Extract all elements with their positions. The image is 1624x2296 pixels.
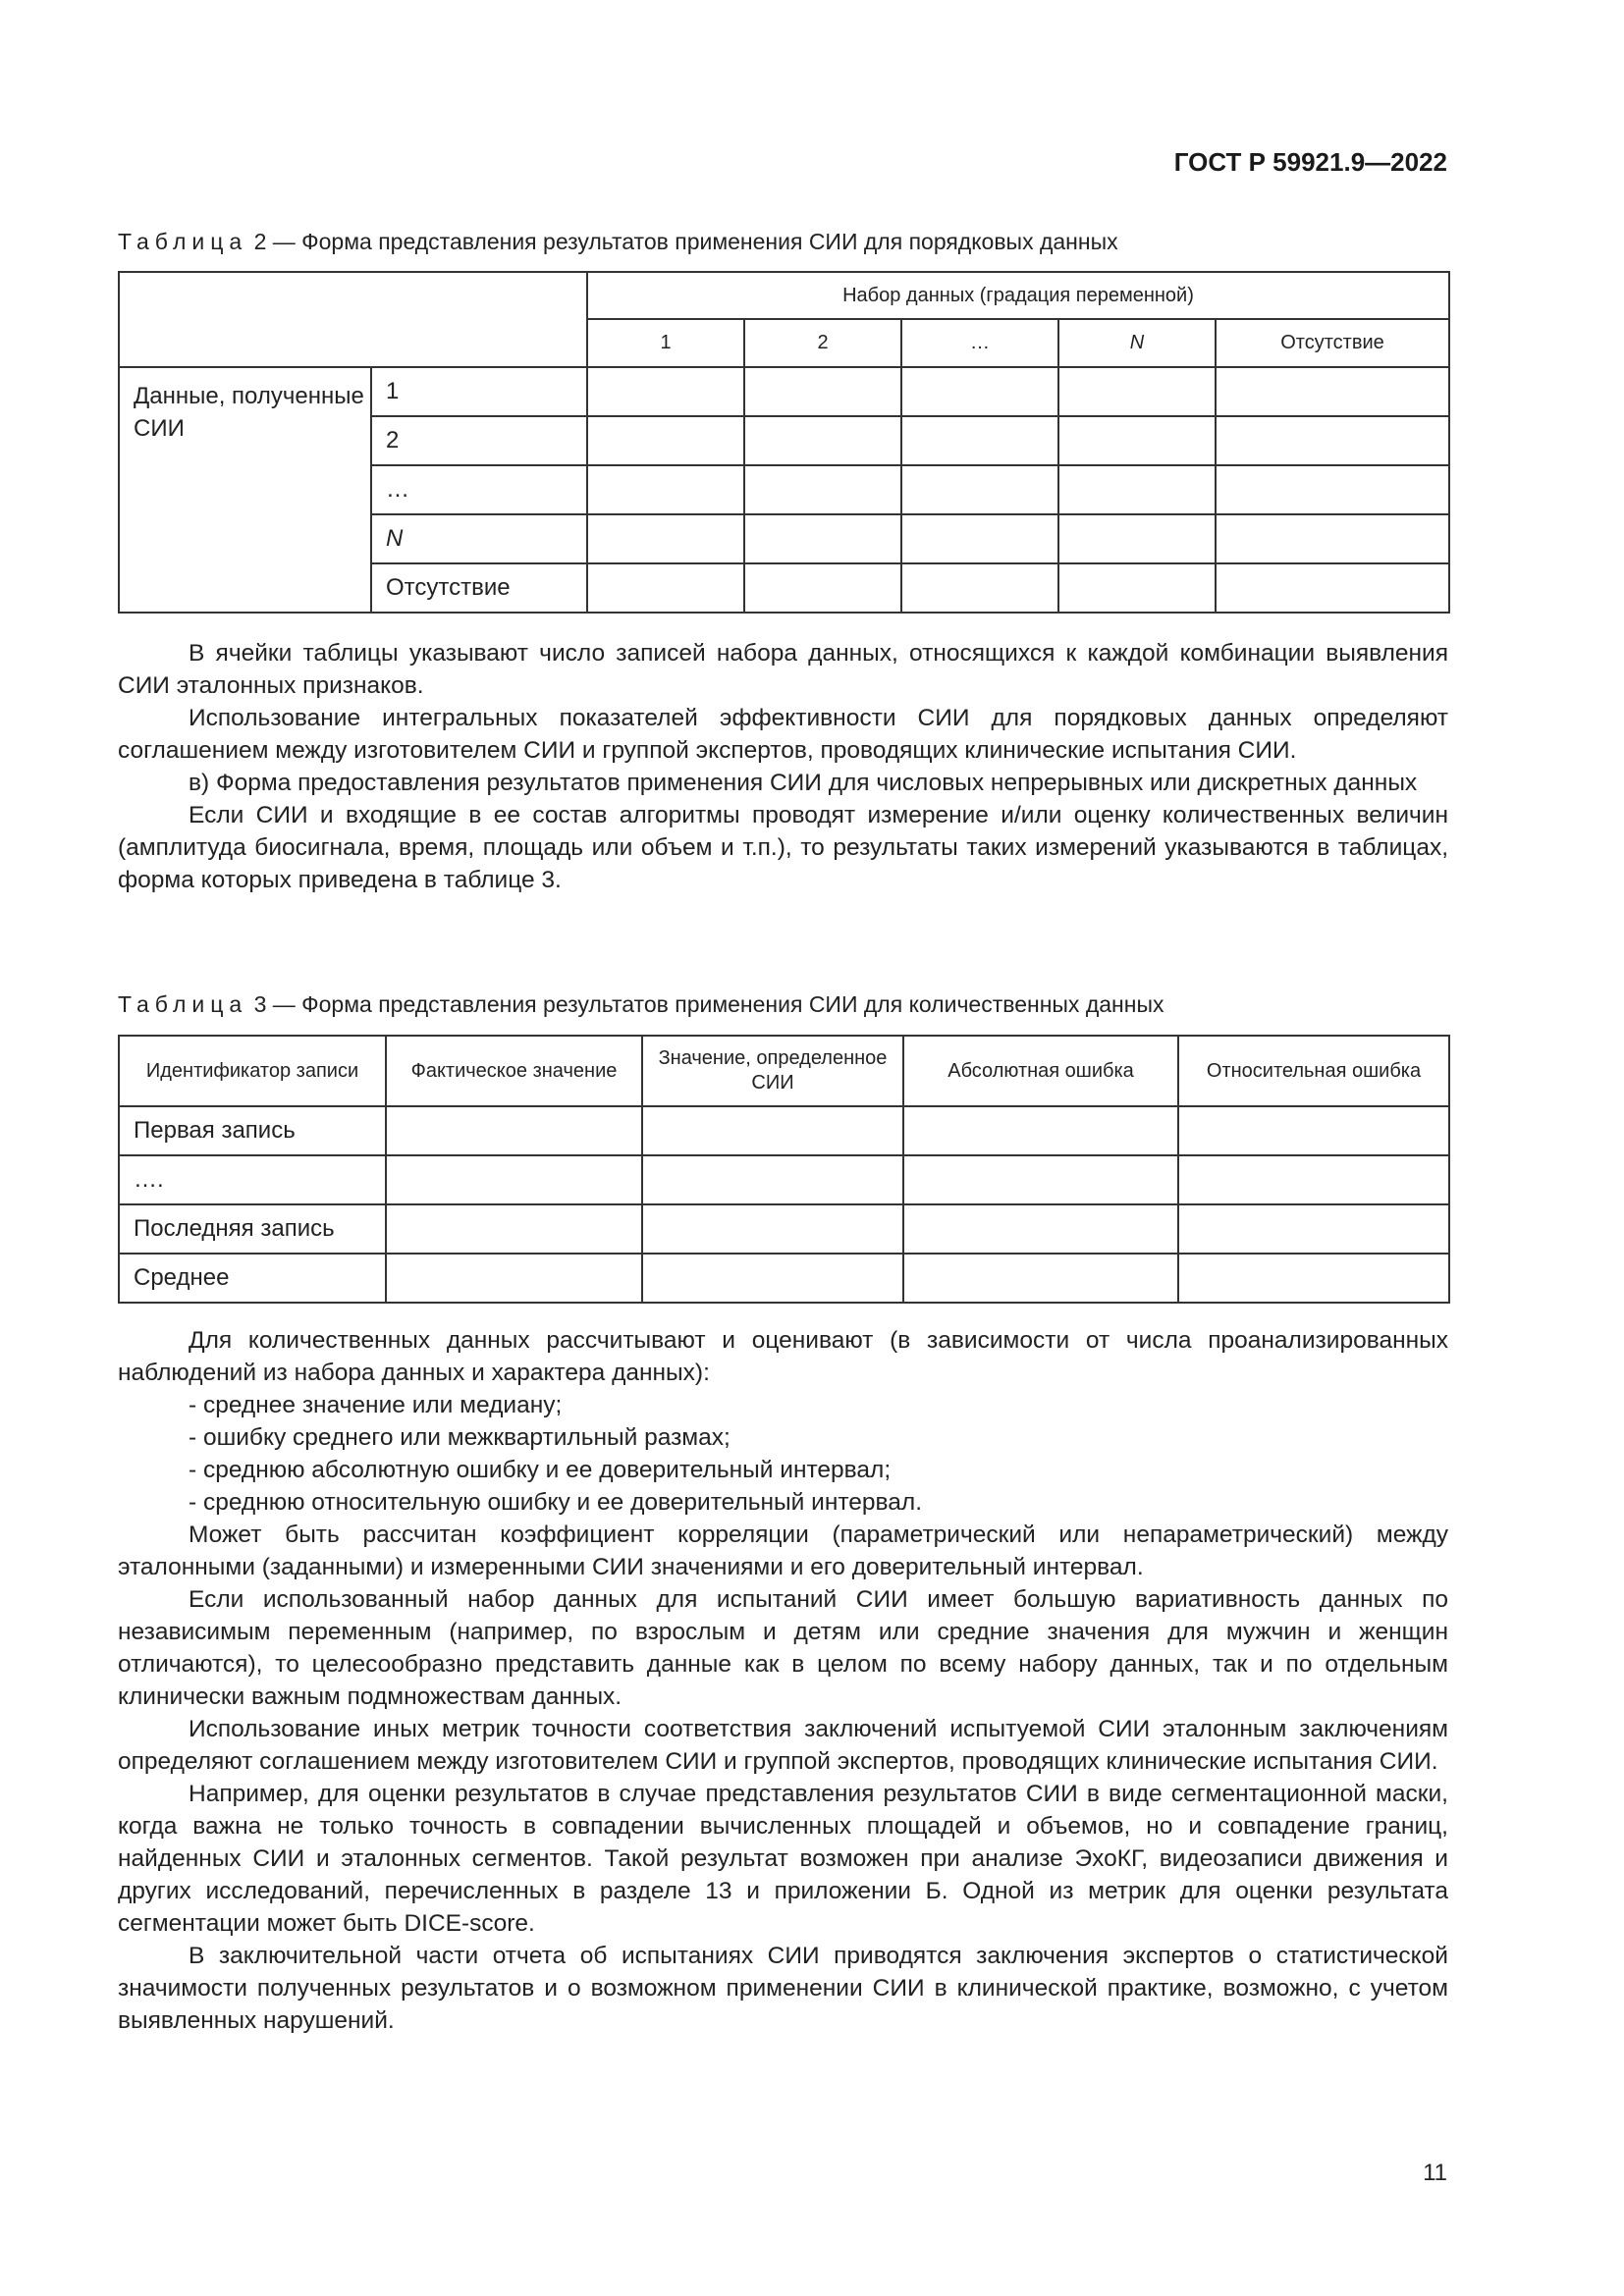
standard-number: ГОСТ Р 59921.9—2022 <box>1173 147 1447 177</box>
paragraph: Может быть рассчитан коэффициент корреляции (параметрический или непараметрический) между эталонными (заданными) и измеренными СИИ значениями и его доверительный интервал. <box>118 1522 1448 1580</box>
table2-cell <box>587 514 744 563</box>
table3-col-header: Фактическое значение <box>386 1036 642 1106</box>
table3-cell <box>642 1106 903 1155</box>
table3-cell <box>386 1106 642 1155</box>
table2-cell <box>1216 416 1449 465</box>
table2-cell <box>744 514 901 563</box>
table2-cell <box>744 465 901 514</box>
list-item: - среднюю абсолютную ошибку и ее доверительный интервал; <box>189 1457 892 1483</box>
text-block-2 <box>118 1324 1448 2037</box>
table2-cell <box>901 563 1058 613</box>
text-block-1 <box>118 637 1448 896</box>
table2-cell <box>587 563 744 613</box>
list-item: - среднюю относительную ошибку и ее доверительный интервал. <box>189 1489 923 1516</box>
table2-group-header: Набор данных (градация переменной) <box>587 272 1449 319</box>
table2-cell <box>587 465 744 514</box>
table2-corner-cell <box>119 272 587 367</box>
table2-col-header: Отсутствие <box>1216 319 1449 367</box>
table3-caption-text: 3 — Форма представления результатов применения СИИ для количественных данных <box>253 991 1164 1017</box>
table2-col-header: 2 <box>744 319 901 367</box>
table3-cell <box>903 1204 1178 1254</box>
paragraph: Для количественных данных рассчитывают и оценивают (в зависимости от числа проанализированных наблюдений из набора данных и характера данных): <box>118 1327 1448 1386</box>
table2-row-label: Отсутствие <box>371 563 587 613</box>
table2-row-group-label: Данные, полученные СИИ <box>119 367 371 613</box>
table2-cell <box>587 416 744 465</box>
table2-cell <box>901 416 1058 465</box>
table3-caption <box>118 991 1164 1018</box>
table2-cell <box>1216 465 1449 514</box>
table3-cell <box>386 1254 642 1303</box>
list-item: - среднее значение или медиану; <box>189 1392 563 1418</box>
table2-cell <box>901 465 1058 514</box>
table2-cell <box>1216 514 1449 563</box>
table3-row-label: Первая запись <box>119 1106 386 1155</box>
table3-cell <box>1178 1155 1449 1204</box>
table2-col-header: N <box>1058 319 1216 367</box>
table3-caption-word: Таблица <box>118 991 248 1017</box>
paragraph: Использование иных метрик точности соответствия заключений испытуемой СИИ эталонным заключениям определяют соглашением между изготовителем СИИ и группой экспертов, проводящих клинические испытания СИИ. <box>118 1716 1448 1775</box>
paragraph: Если использованный набор данных для испытаний СИИ имеет большую вариативность данных по независимым переменным (например, по взрослым и детям или средние значения для мужчин и женщин отличаются), то целесообразно представить данные как в целом по всему набору данных, так и по отдельным клинически важным подмножествам данных. <box>118 1586 1448 1710</box>
table2-cell <box>1058 367 1216 416</box>
table3-row-label: Среднее <box>119 1254 386 1303</box>
paragraph: Использование интегральных показателей эффективности СИИ для порядковых данных определяют соглашением между изготовителем СИИ и группой экспертов, проводящих клинические испытания СИИ. <box>118 705 1448 764</box>
table2-cell <box>1058 416 1216 465</box>
table2-cell <box>901 514 1058 563</box>
table2-cell <box>744 563 901 613</box>
table3-cell <box>1178 1254 1449 1303</box>
list-item: - ошибку среднего или межквартильный размах; <box>189 1424 731 1451</box>
table2-row-label: N <box>371 514 587 563</box>
table3-cell <box>903 1106 1178 1155</box>
table2-cell <box>1216 563 1449 613</box>
table2-cell <box>1216 367 1449 416</box>
table2-cell <box>744 367 901 416</box>
table3-row-label: …. <box>119 1155 386 1204</box>
paragraph: Если СИИ и входящие в ее состав алгоритмы проводят измерение и/или оценку количественных величин (амплитуда биосигнала, время, площадь или объем и т.п.), то результаты таких измерений указываются в таблицах, форма которых приведена в таблице 3. <box>118 802 1448 893</box>
paragraph: Например, для оценки результатов в случае представления результатов СИИ в виде сегментационной маски, когда важна не только точность в совпадении вычисленных площадей и объемов, но и совпадение границ, найденных СИИ и эталонных сегментов. Такой результат возможен при анализе ЭхоКГ, видеозаписи движения и других исследований, перечисленных в разделе 13 и приложении Б. Одной из метрик для оценки результата сегментации может быть DICE-score. <box>118 1781 1448 1937</box>
table3-row-label: Последняя запись <box>119 1204 386 1254</box>
table3-cell <box>1178 1204 1449 1254</box>
paragraph: В ячейки таблицы указывают число записей набора данных, относящихся к каждой комбинации выявления СИИ эталонных признаков. <box>118 640 1448 699</box>
table2-cell <box>1058 563 1216 613</box>
table3-col-header: Относительная ошибка <box>1178 1036 1449 1106</box>
table2-col-header: 1 <box>587 319 744 367</box>
table3-cell <box>642 1155 903 1204</box>
table3-cell <box>386 1155 642 1204</box>
table2-cell <box>744 416 901 465</box>
table3-col-header: Абсолютная ошибка <box>903 1036 1178 1106</box>
page-number: 11 <box>1423 2160 1447 2186</box>
table3-cell <box>903 1254 1178 1303</box>
table2-col-header: … <box>901 319 1058 367</box>
table3-cell <box>903 1155 1178 1204</box>
table2-row-label: 1 <box>371 367 587 416</box>
table3-col-header: Идентификатор записи <box>119 1036 386 1106</box>
table3 <box>118 1035 1450 1304</box>
table3-col-header: Значение, определенное СИИ <box>642 1036 903 1106</box>
table2 <box>118 271 1450 614</box>
table2-cell <box>1058 514 1216 563</box>
table3-cell <box>386 1204 642 1254</box>
table3-cell <box>642 1204 903 1254</box>
table2-caption-text: 2 — Форма представления результатов применения СИИ для порядковых данных <box>253 229 1118 254</box>
table2-row-label: … <box>371 465 587 514</box>
table2-caption <box>118 229 1118 255</box>
table2-row-label: 2 <box>371 416 587 465</box>
table3-cell <box>1178 1106 1449 1155</box>
table3-cell <box>642 1254 903 1303</box>
table2-caption-word: Таблица <box>118 229 248 254</box>
paragraph: В заключительной части отчета об испытаниях СИИ приводятся заключения экспертов о статистической значимости полученных результатов и о возможном применении СИИ в клинической практике, возможно, с учетом выявленных нарушений. <box>118 1943 1448 2034</box>
paragraph: в) Форма предоставления результатов применения СИИ для числовых непрерывных или дискретных данных <box>189 770 1418 796</box>
table2-cell <box>901 367 1058 416</box>
table2-cell <box>1058 465 1216 514</box>
table2-cell <box>587 367 744 416</box>
